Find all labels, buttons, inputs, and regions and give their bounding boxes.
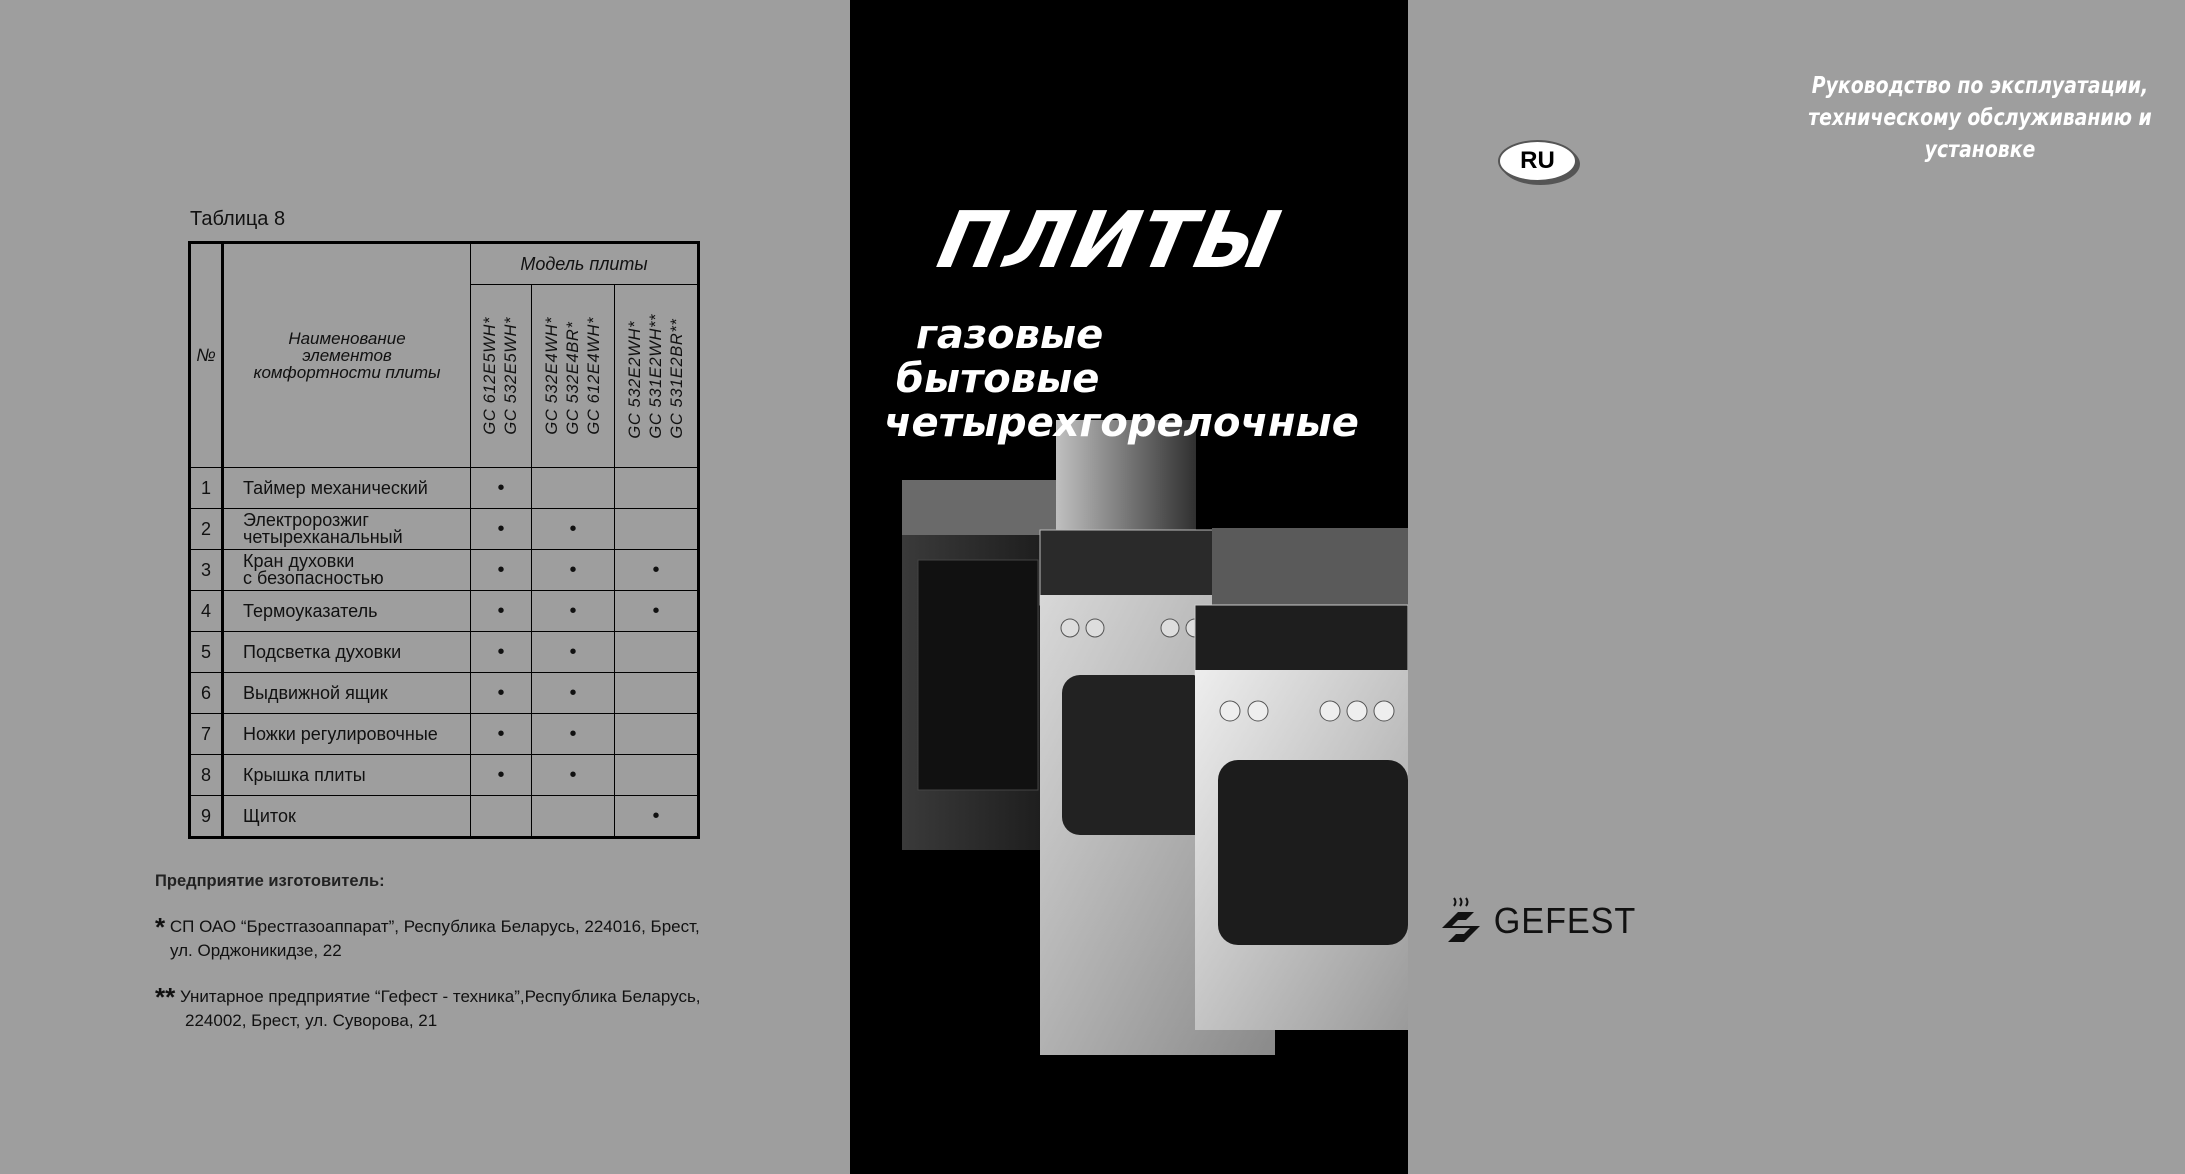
mark-model-3 <box>615 509 699 550</box>
language-badge: RU <box>1498 140 1577 182</box>
maker1-line2: ул. Орджоникидзе, 22 <box>170 941 342 960</box>
header-name <box>223 243 471 468</box>
row-name <box>223 755 471 796</box>
row-number: 2 <box>190 509 223 550</box>
row-name-line1: Электророзжиг <box>243 510 369 530</box>
mark-model-1: • <box>471 632 532 673</box>
mark-model-1: • <box>471 591 532 632</box>
model-label: GC 612E4WH* <box>584 317 603 435</box>
mark-model-2 <box>532 796 615 838</box>
maker2-line2: 224002, Брест, ул. Суворова, 21 <box>185 1011 438 1030</box>
row-name-line1: Термоуказатель <box>243 600 378 621</box>
model-column-1 <box>471 285 532 468</box>
row-name-line1: Крышка плиты <box>243 764 366 785</box>
mark-model-1: • <box>471 714 532 755</box>
table-row <box>190 509 699 550</box>
table-row <box>190 632 699 673</box>
gefest-logo-icon <box>1440 896 1482 946</box>
row-number: 7 <box>190 714 223 755</box>
header-num: № <box>190 243 223 468</box>
mark-model-2: • <box>532 591 615 632</box>
manual-title <box>1775 70 2185 166</box>
model-column-3 <box>615 285 699 468</box>
table-row <box>190 591 699 632</box>
row-name <box>223 673 471 714</box>
cover-subtitle-3: четырехгорелочные <box>884 400 1359 446</box>
mark-model-3 <box>615 632 699 673</box>
row-name <box>223 550 471 591</box>
maker-address-1 <box>155 912 700 963</box>
header-name-line2: элементов <box>302 346 392 365</box>
row-name <box>223 591 471 632</box>
header-name-line3: комфортности плиты <box>253 363 441 382</box>
model-label: GC 532E2WH* <box>625 320 644 439</box>
table-row <box>190 755 699 796</box>
model-label: GC 531E2WH** <box>646 313 665 439</box>
mark-model-2 <box>532 468 615 509</box>
maker1-line1: СП ОАО “Брестгазоаппарат”, Республика Беларусь, 224016, Брест, <box>169 917 700 936</box>
cover-subtitle-1: газовые <box>916 312 1104 358</box>
row-number: 3 <box>190 550 223 591</box>
row-name-line2: с безопасностью <box>243 568 384 588</box>
row-name <box>223 468 471 509</box>
mark-model-1: • <box>471 673 532 714</box>
row-name-line1: Таймер механический <box>243 477 428 498</box>
mark-model-2: • <box>532 550 615 591</box>
row-name <box>223 714 471 755</box>
mark-model-1: • <box>471 468 532 509</box>
model-label: GC 532E5WH* <box>502 317 520 435</box>
row-number: 6 <box>190 673 223 714</box>
brand-logo <box>1440 896 1640 946</box>
brand-name: GEFEST <box>1493 900 1637 941</box>
mark-model-1 <box>471 796 532 838</box>
row-name <box>223 796 471 838</box>
maker-label: Предприятие изготовитель: <box>155 872 385 890</box>
row-name-line1: Щиток <box>243 805 296 826</box>
left-page <box>0 0 850 1174</box>
mark-model-2: • <box>532 673 615 714</box>
table-header-row <box>190 243 699 285</box>
header-model-group: Модель плиты <box>471 243 699 285</box>
mark-model-1: • <box>471 509 532 550</box>
row-name-line1: Выдвижной ящик <box>243 682 388 703</box>
model-label: GC 612E5WH* <box>481 317 499 435</box>
table-row <box>190 796 699 838</box>
table-caption: Таблица 8 <box>190 208 286 230</box>
mark-model-3 <box>615 755 699 796</box>
stove-front <box>1195 528 1408 1030</box>
row-number: 8 <box>190 755 223 796</box>
row-name-line1: Ножки регулировочные <box>243 723 438 744</box>
mark-model-2: • <box>532 509 615 550</box>
table-row <box>190 714 699 755</box>
mark-model-3: • <box>615 550 699 591</box>
header-name-line1: Наименование <box>288 329 406 348</box>
row-number: 9 <box>190 796 223 838</box>
footnote-mark: ** <box>155 982 176 1012</box>
mark-model-3 <box>615 714 699 755</box>
mark-model-2: • <box>532 632 615 673</box>
mark-model-3 <box>615 468 699 509</box>
model-label: GC 532E4BR* <box>563 321 582 435</box>
mark-model-2: • <box>532 714 615 755</box>
comfort-table <box>188 241 700 839</box>
cover-subtitle-2: бытовые <box>896 356 1100 402</box>
mark-model-1: • <box>471 755 532 796</box>
row-name-line1: Кран духовки <box>243 551 355 571</box>
manual-title-line1: Руководство по эксплуатации, <box>1811 73 2149 99</box>
row-name-line1: Подсветка духовки <box>243 641 402 662</box>
row-number: 5 <box>190 632 223 673</box>
stove-back <box>902 480 1062 850</box>
mark-model-3: • <box>615 796 699 838</box>
row-number: 1 <box>190 468 223 509</box>
row-number: 4 <box>190 591 223 632</box>
model-label: GC 531E2BR** <box>667 318 686 439</box>
model-label: GC 532E4WH* <box>542 317 561 435</box>
cover-title: ПЛИТЫ <box>930 196 1289 286</box>
stoves-illustration <box>850 0 1408 1174</box>
table-row <box>190 550 699 591</box>
mark-model-1: • <box>471 550 532 591</box>
manual-title-line2: техническому обслуживанию и установке <box>1808 105 2152 163</box>
footnote-mark: * <box>155 912 166 942</box>
model-column-2 <box>532 285 615 468</box>
table-row <box>190 468 699 509</box>
maker2-line1: Унитарное предприятие “Гефест - техника”,Республика Беларусь, <box>179 987 701 1006</box>
row-name-line2: четырехканальный <box>243 527 403 547</box>
mark-model-3 <box>615 673 699 714</box>
row-name <box>223 509 471 550</box>
row-name <box>223 632 471 673</box>
maker-address-2 <box>155 982 701 1033</box>
mark-model-3: • <box>615 591 699 632</box>
table-body <box>190 468 699 838</box>
mark-model-2: • <box>532 755 615 796</box>
table-row <box>190 673 699 714</box>
